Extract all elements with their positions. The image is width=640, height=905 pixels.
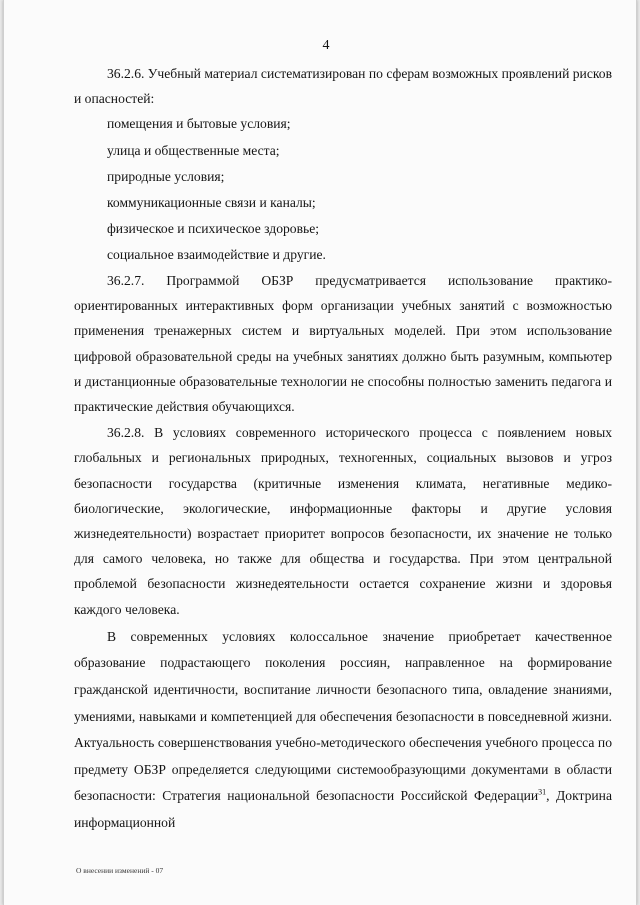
list-item: социальное взаимодействие и другие. bbox=[107, 246, 326, 262]
paragraph-36-2-6: 36.2.6. Учебный материал систематизирован по сферам возможных проявлений рисков и опасностей: bbox=[74, 66, 612, 107]
body-text bbox=[74, 61, 612, 837]
list-item: природные условия; bbox=[107, 168, 225, 184]
list-item: коммуникационные связи и каналы; bbox=[107, 194, 316, 210]
list-item: помещения и бытовые условия; bbox=[107, 116, 291, 132]
paragraph-36-2-7: 36.2.7. Программой ОБЗР предусматривается использование практико-ориентированных интерактивных форм организации учебных занятий с возможностью применения тренажерных систем и виртуальных моделей. При этом использование цифровой образовательной среды на учебных занятиях должно быть разумным, компьютер и дистанционные образовательные технологии не способны полностью заменить педагога и практические действия обучающихся. bbox=[74, 272, 612, 414]
paragraph-text: В современных условиях колоссальное значение приобретает качественное образование подрастающего поколения россиян, направленное на формирование гражданской идентичности, воспитание личности безопасного типа, овладение знаниями, умениями, навыками и компетенцией для обеспечения безопасности в повседневной жизни. Актуальность совершенствования учебно-методического обеспечения учебного процесса по предмету ОБЗР определяется следующими системообразующими документами в области безопасности: Стратегия национальной безопасности Российской Федерации bbox=[74, 628, 612, 804]
paragraph-36-2-8: 36.2.8. В условиях современного исторического процесса с появлением новых глобальных и региональных природных, техногенных, социальных вызовов и угроз безопасности государства (критичные изменения климата, негативные медико-биологические, экологические, информационные факторы и другие условия жизнедеятельности) возрастает приоритет вопросов безопасности, их значение не только для самого человека, но также для общества и государства. При этом центральной проблемой безопасности жизнедеятельности остается сохранение жизни и здоровья каждого человека. bbox=[74, 425, 612, 617]
risk-spheres-list bbox=[74, 111, 612, 268]
paragraph-tail: , Доктрина информационной bbox=[74, 788, 612, 830]
paragraph-modern-conditions bbox=[74, 624, 612, 837]
page-footer: О внесении изменений - 07 bbox=[76, 866, 164, 875]
page-number: 4 bbox=[322, 38, 330, 53]
list-item: физическое и психическое здоровье; bbox=[107, 220, 320, 236]
list-item: улица и общественные места; bbox=[107, 142, 280, 158]
document-page bbox=[3, 0, 637, 905]
footnote-reference[interactable]: 31 bbox=[538, 787, 547, 797]
